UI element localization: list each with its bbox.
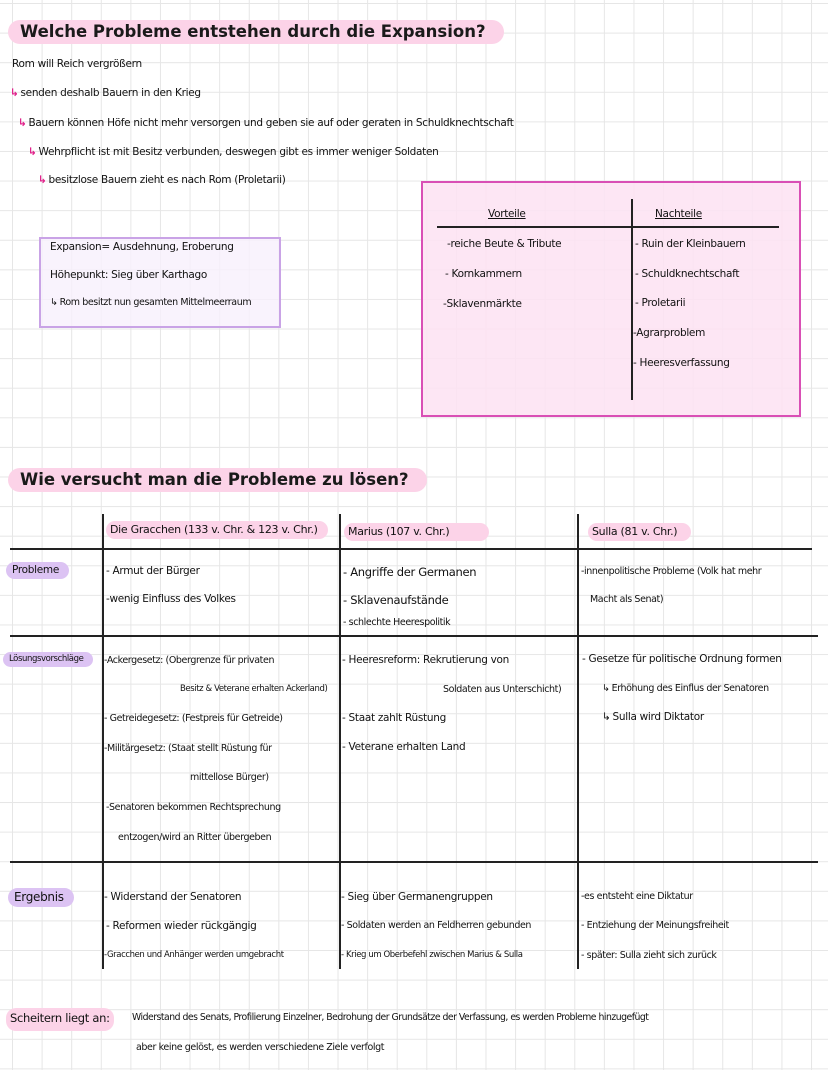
cell-text: - Sklavenaufstände: [343, 593, 449, 607]
cell-text: - Sieg über Germanengruppen: [341, 891, 493, 903]
cell-text: -innenpolitische Probleme (Volk hat mehr: [581, 566, 762, 577]
arrow-icon: ↳: [28, 146, 37, 158]
column-header-sulla: Sulla (81 v. Chr.): [588, 523, 691, 541]
cell-text: - Staat zahlt Rüstung: [342, 712, 446, 724]
chain-item-2: ↳ Bauern können Höfe nicht mehr versorgen und geben sie auf oder geraten in Schuldknechtschaft: [18, 117, 514, 129]
definition-line-3: ↳ Rom besitzt nun gesamten Mittelmeerraum: [50, 297, 252, 308]
chain-item-0: Rom will Reich vergrößern: [12, 58, 142, 70]
cell-text: -es entsteht eine Diktatur: [581, 891, 693, 902]
cell-text: Macht als Senat): [590, 594, 664, 605]
cell-text: - Heeresreform: Rekrutierung von: [342, 654, 510, 666]
cell-text: -Militärgesetz: (Staat stellt Rüstung für: [104, 743, 272, 754]
arrow-icon: ↳: [602, 711, 611, 723]
table-divider-row2: [10, 861, 818, 863]
chain-item-1: ↳ senden deshalb Bauern in den Krieg: [10, 87, 201, 99]
pros-cons-box: [421, 181, 801, 417]
pros-header: Vorteile: [488, 208, 526, 220]
table-col-divider-3: [577, 514, 579, 969]
cell-text: Soldaten aus Unterschicht): [443, 684, 562, 695]
cell-text: - Angriffe der Germanen: [343, 565, 477, 579]
pro-item: - Kornkammern: [445, 268, 522, 280]
conclusion-label: Scheitern liegt an:: [6, 1008, 114, 1031]
row-label-ergebnis: Ergebnis: [8, 888, 74, 907]
pro-item: -Sklavenmärkte: [443, 298, 522, 310]
arrow-icon: ↳: [18, 117, 27, 129]
section-title-solutions: Wie versucht man die Probleme zu lösen?: [8, 468, 427, 492]
column-header-gracchen: Die Gracchen (133 v. Chr. & 123 v. Chr.): [106, 521, 328, 539]
con-item: -Agrarproblem: [633, 327, 706, 339]
cell-text: - Veterane erhalten Land: [342, 741, 466, 753]
cell-text: -wenig Einfluss des Volkes: [106, 593, 236, 605]
pro-item: -reiche Beute & Tribute: [447, 238, 562, 250]
conclusion-text-1: Widerstand des Senats, Profilierung Einzelner, Bedrohung der Grundsätze der Verfassung, es werden Probleme hinzugefügt: [132, 1012, 649, 1023]
arrow-icon: ↳: [50, 297, 58, 308]
definition-box: [39, 237, 281, 328]
cell-text: - Getreidegesetz: (Festpreis für Getreide): [104, 713, 283, 724]
cell-text: ↳ Sulla wird Diktator: [602, 711, 704, 723]
cell-text: ↳ Erhöhung des Einflus der Senatoren: [602, 683, 769, 694]
table-divider-header: [10, 548, 812, 550]
conclusion-text-2: aber keine gelöst, es werden verschiedene Ziele verfolgt: [136, 1042, 385, 1053]
row-label-probleme: Probleme: [6, 562, 69, 579]
cons-header: Nachteile: [655, 208, 702, 220]
cell-text: -Senatoren bekommen Rechtsprechung: [106, 802, 281, 813]
row-label-loesungsvorschlaege: Lösungsvorschläge: [3, 652, 93, 667]
con-item: - Ruin der Kleinbauern: [635, 238, 746, 250]
cell-text: mittellose Bürger): [190, 772, 269, 783]
definition-line-1: Expansion= Ausdehnung, Eroberung: [50, 241, 234, 253]
con-item: - Heeresverfassung: [633, 357, 730, 369]
cell-text: - Soldaten werden an Feldherren gebunden: [341, 920, 532, 931]
con-item: - Schuldknechtschaft: [635, 268, 740, 280]
arrow-icon: ↳: [10, 87, 19, 99]
arrow-icon: ↳: [602, 683, 610, 694]
cell-text: - Entziehung der Meinungsfreiheit: [581, 920, 729, 931]
definition-line-2: Höhepunkt: Sieg über Karthago: [50, 269, 208, 281]
cell-text: - Gesetze für politische Ordnung formen: [582, 653, 782, 665]
pros-cons-divider-h: [437, 226, 779, 228]
cell-text: - später: Sulla zieht sich zurück: [581, 950, 717, 961]
table-divider-row1: [10, 635, 818, 637]
cell-text: -Gracchen und Anhänger werden umgebracht: [104, 950, 284, 960]
cell-text: -Ackergesetz: (Obergrenze für privaten: [104, 655, 275, 666]
cell-text: - schlechte Heerespolitik: [343, 617, 451, 628]
arrow-icon: ↳: [38, 174, 47, 186]
pros-cons-divider-v: [631, 199, 633, 400]
cell-text: Besitz & Veterane erhalten Ackerland): [180, 684, 328, 694]
cell-text: entzogen/wird an Ritter übergeben: [118, 832, 272, 843]
cell-text: - Widerstand der Senatoren: [104, 891, 242, 903]
cell-text: - Krieg um Oberbefehl zwischen Marius & Sulla: [341, 950, 523, 960]
cell-text: - Reformen wieder rückgängig: [106, 920, 257, 932]
cell-text: - Armut der Bürger: [106, 565, 200, 577]
chain-item-4: ↳ besitzlose Bauern zieht es nach Rom (Proletarii): [38, 174, 286, 186]
con-item: - Proletarii: [635, 297, 686, 309]
column-header-marius: Marius (107 v. Chr.): [344, 523, 489, 541]
chain-item-3: ↳ Wehrpflicht ist mit Besitz verbunden, deswegen gibt es immer weniger Soldaten: [28, 146, 439, 158]
section-title-expansion: Welche Probleme entstehen durch die Expansion?: [8, 20, 504, 44]
